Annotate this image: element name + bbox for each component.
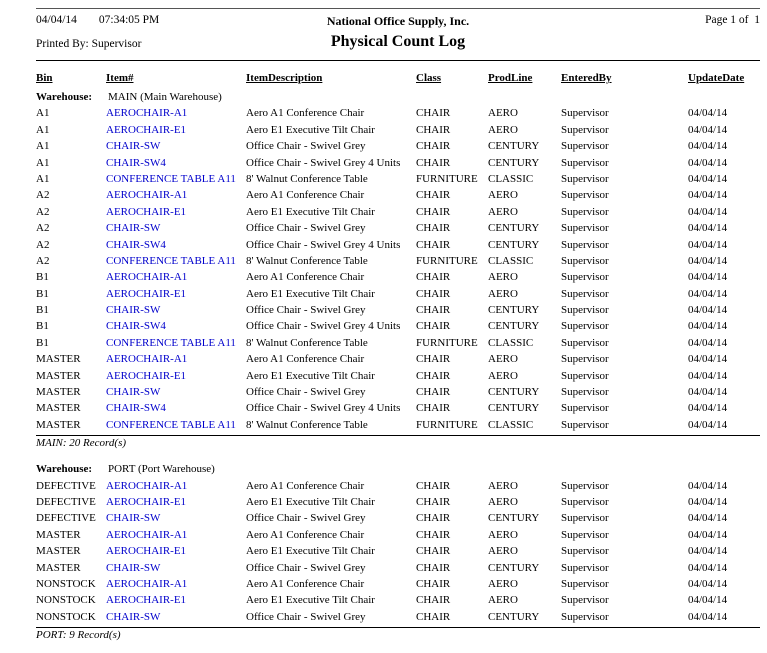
table-row: [36, 368, 760, 384]
table-row: [36, 351, 760, 367]
updatedate-cell: 04/04/14: [688, 189, 728, 202]
bin-cell: MASTER: [36, 528, 81, 541]
enteredby-cell: Supervisor: [561, 512, 609, 525]
table-row: [36, 138, 760, 154]
item-description-cell: 8' Walnut Conference Table: [246, 254, 368, 267]
bin-cell: A1: [36, 156, 50, 169]
table-row: [36, 560, 760, 576]
item-description-cell: Aero A1 Conference Chair: [246, 107, 365, 120]
item-description-cell: Aero E1 Executive Tilt Chair: [246, 123, 375, 136]
warehouse-header-row: [36, 461, 760, 477]
col-header-item: Item#: [106, 72, 134, 84]
table-row: [36, 592, 760, 608]
enteredby-cell: Supervisor: [561, 304, 609, 317]
table-row: [36, 478, 760, 494]
enteredby-cell: Supervisor: [561, 320, 609, 333]
prodline-cell: AERO: [488, 594, 518, 607]
prodline-cell: AERO: [488, 353, 518, 366]
table-row: [36, 510, 760, 526]
bin-cell: B1: [36, 336, 49, 349]
enteredby-cell: Supervisor: [561, 369, 609, 382]
updatedate-cell: 04/04/14: [688, 528, 728, 541]
class-cell: CHAIR: [416, 386, 451, 399]
bin-cell: A2: [36, 238, 50, 251]
enteredby-cell: Supervisor: [561, 386, 609, 399]
table-row: [36, 384, 760, 400]
bin-cell: DEFECTIVE: [36, 479, 96, 492]
item-description-cell: Aero E1 Executive Tilt Chair: [246, 545, 375, 558]
class-cell: FURNITURE: [416, 254, 478, 267]
item-description-cell: Aero A1 Conference Chair: [246, 528, 365, 541]
item-description-cell: Office Chair - Swivel Grey: [246, 304, 366, 317]
item-number-link[interactable]: CHAIR-SW: [106, 304, 161, 317]
item-number-link[interactable]: CHAIR-SW: [106, 512, 161, 525]
col-header-bin: Bin: [36, 72, 53, 84]
prodline-cell: CENTURY: [488, 320, 540, 333]
item-description-cell: Aero A1 Conference Chair: [246, 271, 365, 284]
prodline-cell: AERO: [488, 123, 518, 136]
bin-cell: NONSTOCK: [36, 610, 96, 623]
item-number-link[interactable]: CHAIR-SW4: [106, 238, 166, 251]
item-description-cell: Aero E1 Executive Tilt Chair: [246, 287, 375, 300]
warehouse-value: PORT (Port Warehouse): [108, 463, 215, 476]
updatedate-cell: 04/04/14: [688, 238, 728, 251]
prodline-cell: AERO: [488, 545, 518, 558]
updatedate-cell: 04/04/14: [688, 123, 728, 136]
col-header-updatedate: UpdateDate: [688, 72, 745, 84]
report-rows: [36, 89, 760, 653]
class-cell: CHAIR: [416, 222, 451, 235]
enteredby-cell: Supervisor: [561, 402, 609, 415]
column-headers: [36, 72, 760, 89]
enteredby-cell: Supervisor: [561, 495, 609, 508]
bin-cell: A2: [36, 189, 50, 202]
bin-cell: MASTER: [36, 545, 81, 558]
bin-cell: NONSTOCK: [36, 577, 96, 590]
prodline-cell: CENTURY: [488, 140, 540, 153]
class-cell: CHAIR: [416, 512, 451, 525]
table-row: [36, 171, 760, 187]
item-number-link[interactable]: CHAIR-SW: [106, 222, 161, 235]
enteredby-cell: Supervisor: [561, 561, 609, 574]
bin-cell: B1: [36, 271, 49, 284]
bin-cell: MASTER: [36, 402, 81, 415]
class-cell: CHAIR: [416, 561, 451, 574]
item-number-link[interactable]: CONFERENCE TABLE A11: [106, 254, 236, 267]
updatedate-cell: 04/04/14: [688, 271, 728, 284]
enteredby-cell: Supervisor: [561, 189, 609, 202]
class-cell: FURNITURE: [416, 336, 478, 349]
prodline-cell: AERO: [488, 495, 518, 508]
class-cell: CHAIR: [416, 594, 451, 607]
enteredby-cell: Supervisor: [561, 123, 609, 136]
page-number: Page 1 of 1: [705, 14, 760, 26]
updatedate-cell: 04/04/14: [688, 320, 728, 333]
class-cell: CHAIR: [416, 287, 451, 300]
header-rule: [36, 60, 760, 61]
class-cell: CHAIR: [416, 320, 451, 333]
prodline-cell: AERO: [488, 479, 518, 492]
section-footer: MAIN: 20 Record(s): [36, 435, 760, 451]
item-description-cell: Office Chair - Swivel Grey: [246, 512, 366, 525]
bin-cell: DEFECTIVE: [36, 495, 96, 508]
item-description-cell: Aero E1 Executive Tilt Chair: [246, 594, 375, 607]
item-number-link[interactable]: AEROCHAIR-A1: [106, 577, 188, 590]
item-number-link[interactable]: CHAIR-SW: [106, 386, 161, 399]
item-description-cell: 8' Walnut Conference Table: [246, 172, 368, 185]
col-header-enteredby: EnteredBy: [561, 72, 612, 84]
col-header-itemdescription: ItemDescription: [246, 72, 323, 84]
prodline-cell: AERO: [488, 107, 518, 120]
item-number-link[interactable]: AEROCHAIR-A1: [106, 189, 188, 202]
class-cell: FURNITURE: [416, 172, 478, 185]
updatedate-cell: 04/04/14: [688, 353, 728, 366]
item-number-link[interactable]: CHAIR-SW: [106, 561, 161, 574]
class-cell: CHAIR: [416, 577, 451, 590]
bin-cell: A1: [36, 172, 50, 185]
table-row: [36, 204, 760, 220]
item-description-cell: Aero A1 Conference Chair: [246, 189, 365, 202]
prodline-cell: AERO: [488, 369, 518, 382]
table-row: [36, 220, 760, 236]
class-cell: CHAIR: [416, 189, 451, 202]
item-number-link[interactable]: CHAIR-SW4: [106, 156, 166, 169]
table-row: [36, 318, 760, 334]
table-row: [36, 286, 760, 302]
class-cell: CHAIR: [416, 140, 451, 153]
item-description-cell: Office Chair - Swivel Grey 4 Units: [246, 238, 401, 251]
bin-cell: A1: [36, 107, 50, 120]
warehouse-value: MAIN (Main Warehouse): [108, 91, 222, 103]
enteredby-cell: Supervisor: [561, 545, 609, 558]
updatedate-cell: 04/04/14: [688, 512, 728, 525]
updatedate-cell: 04/04/14: [688, 107, 728, 120]
table-row: [36, 543, 760, 559]
item-number-link[interactable]: AEROCHAIR-A1: [106, 353, 188, 366]
item-number-link[interactable]: AEROCHAIR-A1: [106, 479, 188, 492]
prodline-cell: CENTURY: [488, 238, 540, 251]
bin-cell: MASTER: [36, 369, 81, 382]
warehouse-label: Warehouse:: [36, 91, 93, 103]
enteredby-cell: Supervisor: [561, 418, 609, 431]
enteredby-cell: Supervisor: [561, 107, 609, 120]
updatedate-cell: 04/04/14: [688, 495, 728, 508]
item-number-link[interactable]: CHAIR-SW4: [106, 320, 166, 333]
table-row: [36, 187, 760, 203]
class-cell: CHAIR: [416, 479, 451, 492]
enteredby-cell: Supervisor: [561, 577, 609, 590]
updatedate-cell: 04/04/14: [688, 386, 728, 399]
item-description-cell: Aero A1 Conference Chair: [246, 577, 365, 590]
prodline-cell: CENTURY: [488, 304, 540, 317]
item-description-cell: Office Chair - Swivel Grey: [246, 561, 366, 574]
table-row: [36, 237, 760, 253]
enteredby-cell: Supervisor: [561, 205, 609, 218]
updatedate-cell: 04/04/14: [688, 205, 728, 218]
prodline-cell: CLASSIC: [488, 418, 534, 431]
bin-cell: B1: [36, 320, 49, 333]
item-description-cell: 8' Walnut Conference Table: [246, 418, 368, 431]
prodline-cell: CENTURY: [488, 386, 540, 399]
bin-cell: A2: [36, 254, 50, 267]
enteredby-cell: Supervisor: [561, 287, 609, 300]
class-cell: CHAIR: [416, 107, 451, 120]
prodline-cell: CENTURY: [488, 156, 540, 169]
item-number-link[interactable]: AEROCHAIR-A1: [106, 107, 188, 120]
prodline-cell: AERO: [488, 271, 518, 284]
class-cell: CHAIR: [416, 304, 451, 317]
class-cell: CHAIR: [416, 156, 451, 169]
item-description-cell: Office Chair - Swivel Grey: [246, 386, 366, 399]
enteredby-cell: Supervisor: [561, 271, 609, 284]
item-description-cell: Aero E1 Executive Tilt Chair: [246, 495, 375, 508]
item-number-link[interactable]: AEROCHAIR-E1: [106, 123, 187, 136]
updatedate-cell: 04/04/14: [688, 304, 728, 317]
print-date: 04/04/14: [36, 14, 77, 26]
enteredby-cell: Supervisor: [561, 353, 609, 366]
prodline-cell: AERO: [488, 528, 518, 541]
enteredby-cell: Supervisor: [561, 254, 609, 267]
print-datetime: [36, 14, 159, 26]
bin-cell: A1: [36, 123, 50, 136]
enteredby-cell: Supervisor: [561, 222, 609, 235]
updatedate-cell: 04/04/14: [688, 594, 728, 607]
prodline-cell: AERO: [488, 189, 518, 202]
item-number-link[interactable]: CONFERENCE TABLE A11: [106, 336, 236, 349]
prodline-cell: AERO: [488, 205, 518, 218]
class-cell: CHAIR: [416, 369, 451, 382]
item-number-link[interactable]: AEROCHAIR-E1: [106, 205, 187, 218]
table-row: [36, 122, 760, 138]
updatedate-cell: 04/04/14: [688, 222, 728, 235]
enteredby-cell: Supervisor: [561, 156, 609, 169]
updatedate-cell: 04/04/14: [688, 369, 728, 382]
bin-cell: B1: [36, 304, 49, 317]
class-cell: CHAIR: [416, 545, 451, 558]
item-number-link[interactable]: AEROCHAIR-E1: [106, 287, 187, 300]
bin-cell: A2: [36, 222, 50, 235]
prodline-cell: CENTURY: [488, 512, 540, 525]
item-description-cell: Aero E1 Executive Tilt Chair: [246, 369, 375, 382]
col-header-prodline: ProdLine: [488, 72, 533, 84]
printed-by: Printed By: Supervisor: [36, 38, 142, 50]
class-cell: CHAIR: [416, 610, 451, 623]
class-cell: CHAIR: [416, 205, 451, 218]
bin-cell: NONSTOCK: [36, 594, 96, 607]
enteredby-cell: Supervisor: [561, 336, 609, 349]
updatedate-cell: 04/04/14: [688, 479, 728, 492]
table-row: [36, 155, 760, 171]
table-row: [36, 335, 760, 351]
updatedate-cell: 04/04/14: [688, 140, 728, 153]
bin-cell: A1: [36, 140, 50, 153]
section-gap: [36, 451, 760, 461]
prodline-cell: CENTURY: [488, 402, 540, 415]
table-row: [36, 302, 760, 318]
bin-cell: MASTER: [36, 561, 81, 574]
class-cell: CHAIR: [416, 238, 451, 251]
class-cell: CHAIR: [416, 123, 451, 136]
enteredby-cell: Supervisor: [561, 238, 609, 251]
table-row: [36, 494, 760, 510]
report-title: Physical Count Log: [330, 33, 466, 50]
section-gap: [36, 643, 760, 653]
class-cell: CHAIR: [416, 528, 451, 541]
updatedate-cell: 04/04/14: [688, 156, 728, 169]
item-description-cell: Aero E1 Executive Tilt Chair: [246, 205, 375, 218]
updatedate-cell: 04/04/14: [688, 561, 728, 574]
item-description-cell: Aero A1 Conference Chair: [246, 479, 365, 492]
prodline-cell: CLASSIC: [488, 336, 534, 349]
updatedate-cell: 04/04/14: [688, 545, 728, 558]
table-row: [36, 400, 760, 416]
table-row: [36, 269, 760, 285]
warehouse-label: Warehouse:: [36, 463, 93, 476]
report-header-row2: [36, 30, 760, 60]
bin-cell: DEFECTIVE: [36, 512, 96, 525]
table-row: [36, 105, 760, 121]
item-description-cell: Office Chair - Swivel Grey: [246, 140, 366, 153]
updatedate-cell: 04/04/14: [688, 254, 728, 267]
table-row: [36, 417, 760, 433]
section-footer: PORT: 9 Record(s): [36, 627, 760, 643]
item-number-link[interactable]: AEROCHAIR-A1: [106, 271, 188, 284]
updatedate-cell: 04/04/14: [688, 610, 728, 623]
class-cell: CHAIR: [416, 271, 451, 284]
item-number-link[interactable]: AEROCHAIR-E1: [106, 369, 187, 382]
prodline-cell: CENTURY: [488, 610, 540, 623]
updatedate-cell: 04/04/14: [688, 402, 728, 415]
prodline-cell: CENTURY: [488, 222, 540, 235]
enteredby-cell: Supervisor: [561, 594, 609, 607]
updatedate-cell: 04/04/14: [688, 577, 728, 590]
enteredby-cell: Supervisor: [561, 172, 609, 185]
enteredby-cell: Supervisor: [561, 610, 609, 623]
print-time: 07:34:05 PM: [98, 14, 160, 26]
bin-cell: MASTER: [36, 386, 81, 399]
prodline-cell: AERO: [488, 577, 518, 590]
item-number-link[interactable]: AEROCHAIR-A1: [106, 528, 188, 541]
item-description-cell: Aero A1 Conference Chair: [246, 353, 365, 366]
item-number-link[interactable]: AEROCHAIR-E1: [106, 594, 187, 607]
item-number-link[interactable]: CHAIR-SW4: [106, 402, 166, 415]
updatedate-cell: 04/04/14: [688, 418, 728, 431]
bin-cell: MASTER: [36, 353, 81, 366]
item-description-cell: Office Chair - Swivel Grey 4 Units: [246, 156, 401, 169]
warehouse-header-row: [36, 89, 760, 105]
updatedate-cell: 04/04/14: [688, 336, 728, 349]
item-description-cell: 8' Walnut Conference Table: [246, 336, 368, 349]
item-description-cell: Office Chair - Swivel Grey 4 Units: [246, 320, 401, 333]
prodline-cell: CLASSIC: [488, 172, 534, 185]
item-number-link[interactable]: CONFERENCE TABLE A11: [106, 172, 236, 185]
updatedate-cell: 04/04/14: [688, 172, 728, 185]
class-cell: CHAIR: [416, 495, 451, 508]
class-cell: CHAIR: [416, 402, 451, 415]
class-cell: CHAIR: [416, 353, 451, 366]
enteredby-cell: Supervisor: [561, 528, 609, 541]
enteredby-cell: Supervisor: [561, 479, 609, 492]
col-header-class: Class: [416, 72, 442, 84]
item-number-link[interactable]: AEROCHAIR-E1: [106, 545, 187, 558]
item-description-cell: Office Chair - Swivel Grey: [246, 610, 366, 623]
item-description-cell: Office Chair - Swivel Grey: [246, 222, 366, 235]
item-number-link[interactable]: AEROCHAIR-E1: [106, 495, 187, 508]
item-number-link[interactable]: CHAIR-SW: [106, 140, 161, 153]
table-row: [36, 576, 760, 592]
prodline-cell: CLASSIC: [488, 254, 534, 267]
bin-cell: MASTER: [36, 418, 81, 431]
item-description-cell: Office Chair - Swivel Grey 4 Units: [246, 402, 401, 415]
table-row: [36, 609, 760, 625]
table-row: [36, 253, 760, 269]
table-row: [36, 527, 760, 543]
item-number-link[interactable]: CHAIR-SW: [106, 610, 161, 623]
prodline-cell: AERO: [488, 287, 518, 300]
company-name: National Office Supply, Inc.: [326, 14, 470, 28]
bin-cell: A2: [36, 205, 50, 218]
enteredby-cell: Supervisor: [561, 140, 609, 153]
prodline-cell: CENTURY: [488, 561, 540, 574]
report-header-row1: [36, 9, 760, 30]
class-cell: FURNITURE: [416, 418, 478, 431]
updatedate-cell: 04/04/14: [688, 287, 728, 300]
item-number-link[interactable]: CONFERENCE TABLE A11: [106, 418, 236, 431]
bin-cell: B1: [36, 287, 49, 300]
